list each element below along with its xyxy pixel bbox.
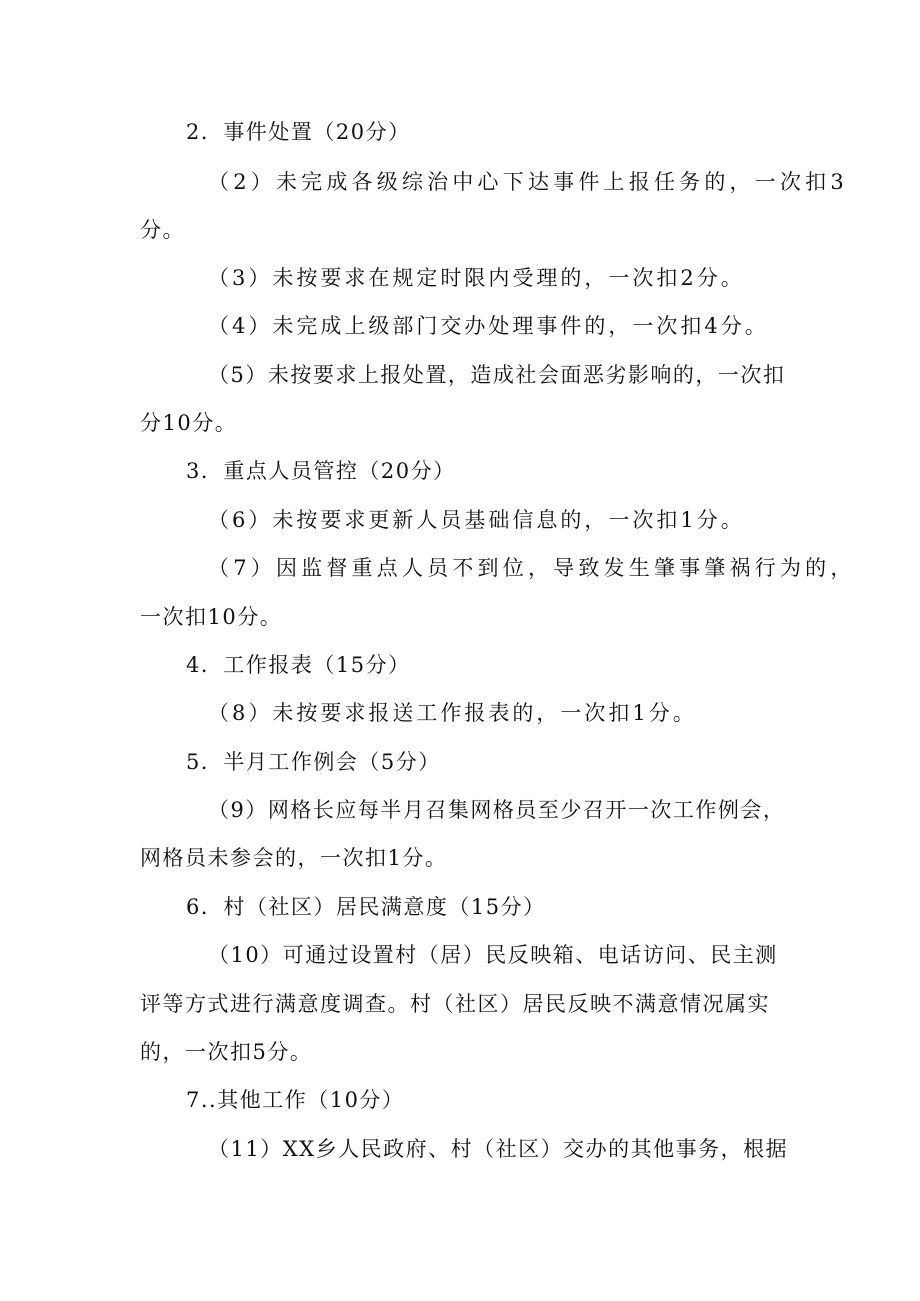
- item-6-text: （6）未按要求更新人员基础信息的，一次扣1分。: [208, 508, 745, 532]
- item-4-text: （4）未完成上级部门交办处理事件的，一次扣4分。: [208, 314, 769, 338]
- item-10-continuation-2: 的，一次扣5分。: [140, 1040, 313, 1064]
- item-5-text: （5）未按要求上报处置，造成社会面恶劣影响的，一次扣: [208, 363, 786, 387]
- item-9-text: （9）网格长应每半月召集网格员至少召开一次工作例会，: [208, 798, 786, 822]
- item-11-text: （11）XX乡人民政府、村（社区）交办的其他事务，根据: [208, 1137, 789, 1161]
- section-heading-work-reports: 4．工作报表（15分）: [186, 653, 411, 677]
- item-9-continuation: 网格员未参会的，一次扣1分。: [140, 846, 448, 870]
- section-heading-other-work: 7..其他工作（10分）: [186, 1088, 405, 1112]
- item-5-continuation: 分10分。: [140, 411, 238, 435]
- section-heading-event-handling: 2．事件处置（20分）: [186, 120, 411, 144]
- item-2-continuation: 分。: [140, 218, 185, 242]
- item-10-continuation-1: 评等方式进行满意度调查。村（社区）居民反映不满意情况属实: [140, 992, 770, 1016]
- section-heading-key-personnel: 3．重点人员管控（20分）: [186, 459, 456, 483]
- section-heading-semimonthly-meeting: 5．半月工作例会（5分）: [186, 750, 441, 774]
- item-7-continuation: 一次扣10分。: [140, 605, 283, 629]
- item-10-text: （10）可通过设置村（居）民反映箱、电话访问、民主测: [208, 943, 778, 967]
- section-heading-resident-satisfaction: 6．村（社区）居民满意度（15分）: [186, 895, 546, 919]
- item-2-text: （2）未完成各级综治中心下达事件上报任务的，一次扣3: [208, 170, 848, 194]
- item-3-text: （3）未按要求在规定时限内受理的，一次扣2分。: [208, 266, 745, 290]
- item-7-text: （7）因监督重点人员不到位，导致发生肇事肇祸行为的，: [208, 556, 856, 580]
- item-8-text: （8）未按要求报送工作报表的，一次扣1分。: [208, 701, 697, 725]
